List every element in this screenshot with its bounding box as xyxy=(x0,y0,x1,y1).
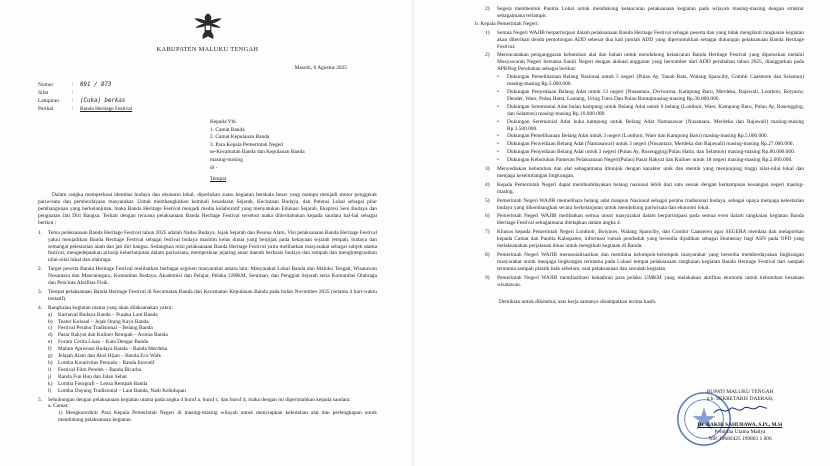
bullet-icon: • xyxy=(497,141,499,148)
event-letter: j) xyxy=(48,373,52,380)
list-item xyxy=(485,229,804,250)
signature-nip: NIP. 19680425 199803 1 006 xyxy=(708,435,772,442)
event-text: Festival Perahu Tradisional – Belang Banda xyxy=(58,325,153,332)
meta-colon: : xyxy=(72,106,74,112)
meta-value-lampiran: (Cuka) berkas xyxy=(80,98,126,104)
instruction-camat-1: 1) Mengkoordinir Para Kepala Pemerintah Negeri di masing-masing wilayah untuk menyiapkan kebutuhan alat dan perlengkapan untuk mendukung pelaksanaan kegiatan. xyxy=(58,410,377,424)
list-number: 4) xyxy=(485,181,490,188)
list-number: 1) xyxy=(485,29,490,36)
recipient-line: 2. Camat Kepulauan Banda xyxy=(210,134,270,141)
recipient-place: Tempat xyxy=(210,176,227,183)
list-text: Kepala Pemerintah Negeri dapat membudidayakan belang nasional lebih dari satu sesuai dengan kemampuan keuangan negeri masing-masing. xyxy=(497,181,804,195)
event-text: Pasar Rakyat dan Kuliner Rempah – Aroma Banda xyxy=(58,332,168,339)
list-item xyxy=(485,30,804,51)
meta-row-perihal xyxy=(38,105,377,113)
list-number: 5. xyxy=(38,396,43,403)
budget-item xyxy=(497,104,804,118)
bullet-icon: • xyxy=(497,149,499,156)
event-item xyxy=(48,388,377,395)
budget-text: Dukungan Seremonial Adat buka kampung untuk Belang Adat Namasawar (Nusantara, Merdeka dan Rajawali) masing-masing Rp.3.500.000. xyxy=(507,118,804,132)
event-item xyxy=(48,381,377,388)
list-text: Target peserta Banda Heritage Festival melibatkan berbagai segmen masyarakat antara lain: Masyarakat Lokal Banda dan Maluku Tengah, Wisatawan Nusantara dan Mancanegara, Komunitas Budaya, Akademisi dan Pelajar, Pelaku UMKM, Seniman, dan Penggiat Sejarah serta Komunitas Olahraga dan Pencinta Aktifitas Fisik. xyxy=(48,266,377,287)
event-text: Forum Cerita Lisan – Kata Dengar Banda xyxy=(58,339,149,346)
event-text: Teater Kolosal – Jejak Orang Kaya Banda xyxy=(58,318,149,325)
list-number: 8) xyxy=(485,252,490,258)
list-text: Menyediakan kebutuhan dan alat sebagaimana ditunjuk dengan karakter unik dan otentik yang menjunjung tinggi nilai-nilai lokal dan menjaga keseimbangan lingkungan. xyxy=(497,166,804,179)
signature-block xyxy=(685,389,795,443)
event-letter: h) xyxy=(48,360,53,366)
list-number: 6) xyxy=(485,213,490,220)
list-text: Pemerintah Negeri WAJIB memelihara belang adat maupun Nasional sebagai perahu tradisional budaya, sebagai upaya menjaga kelestarian budaya yang dikembangkan secara berkelanjutan untuk mendukung pariwisata dan ekonomi lokal. xyxy=(497,197,804,211)
budget-item xyxy=(497,141,804,148)
event-letter: l) xyxy=(48,387,52,394)
list-number: 3. xyxy=(38,288,43,295)
list-item xyxy=(38,289,377,303)
intro-paragraph: Dalam rangka memperkuat identitas budaya dan ekonomi lokal, diperlukan suatu kegiatan berskala besar yang mampu menjadi motor penggerak pariwisata dan pemberdayaan masyarakat. Untuk membangkitkan kembali kesadaran Sejarah, Kecintaan Budaya, dan Potensi Lokal sebagai pilar pembangunan yang berkelanjutan, maka Banda Heritage Festival menjadi media kolaboratif yang menyatukan Edukasi Sejarah, Ekspresi Seni Budaya dan penguatan Jati Diri Bangsa. Terkait dengan rencana pelaksanaan Banda Heritage Festival tersebut maka diberitahukan kepada saudara hal-hal sebagai berikut : xyxy=(38,192,377,226)
event-letter: d) xyxy=(48,332,53,339)
event-item xyxy=(48,353,377,360)
recipient-line: masing-masing xyxy=(210,156,243,163)
meta-label: Lampiran xyxy=(38,98,59,104)
budget-text: Dukungan Penyediaan Belang Adat untuk 3 negeri (Pulau Ay, Rosengging/Pulau Hatta, dan Selamon) masing-masing Rp.80.000.000. xyxy=(507,149,796,156)
bullet-icon: • xyxy=(497,74,499,81)
garuda-emblem-icon xyxy=(191,10,225,44)
list-number: 4. xyxy=(38,304,43,311)
meta-label: Sifat xyxy=(38,90,49,96)
budget-text: Dukungan Kebutuhan Pameran Pelaksanaan Negeri(Pulau) Pasar Rakyat dan Kuliner untuk 18 negeri masing-masing Rp.2.000.000. xyxy=(507,157,793,164)
event-letter: i) xyxy=(48,366,52,373)
signature-role: u.b. SEKRETARIS DAERAH, xyxy=(706,395,774,402)
recipient-di: di - xyxy=(210,164,218,171)
recipient-line: 1. Camat Banda xyxy=(210,126,245,133)
signature-name: Dr. RAKIB SAHUBAWA, S.Pi., M.Si xyxy=(697,421,783,428)
list-number: 7) xyxy=(485,229,490,236)
event-text: Jelajah Alam dan Aksi Hijau – Banda Eco Walk xyxy=(58,353,162,360)
list-text: Tempat pelaksanaan Banda Heritage Festival di Kecamatan Banda dan Kecamatan Kepulauan Banda pada bulan November 2025 (selama 4 hari-waktu tentatif). xyxy=(48,288,377,302)
signature-office: BUPATI MALUKU TENGAH xyxy=(706,389,774,395)
instruction-negeri-label: b. Kepala Pemerintah Negeri: xyxy=(475,20,540,27)
meta-value-nomor: 091 / 873 xyxy=(80,82,112,88)
list-item xyxy=(485,6,804,20)
list-text: Segera membentuk Panitia Lokal untuk mendukung kelancaran pelaksanaan kegiatan pada wilayah masing-masing dengan struktur sebagaimana terlampir. xyxy=(497,6,804,19)
budget-text: Dukungan Pemeliharaan Belang Nasional untuk 5 negeri (Pulau Ay, Tanah Rata, Walang Spanciby, Combir Caasteren dan Selamon) masing-masing Rp.5.000.000. xyxy=(507,74,804,88)
list-number: 2) xyxy=(485,52,490,59)
event-item xyxy=(48,319,377,326)
event-text: Banda Fun Run dan Jalan Sehat xyxy=(58,373,127,380)
budget-item xyxy=(497,149,804,156)
event-item xyxy=(48,374,377,381)
meta-row-lampiran xyxy=(38,97,377,105)
event-text: Malam Apresiasi Budaya Banda – Banda Merdeka xyxy=(58,346,168,353)
budget-item xyxy=(497,133,804,140)
budget-list xyxy=(485,74,804,164)
event-letter: b) xyxy=(48,318,53,325)
budget-text: Dukungan Seremonial Adat bulan kampung untuk Belang Adat untuk 6 belang (Lonthoir, Waer, Kampung Baru, Pulau Ay, Rosengging, dan Selamon) masing-masing Rp.10.000.000. xyxy=(507,103,804,117)
list-number: 5) xyxy=(485,197,490,204)
recipient-line: 3. Para Kepala Pemerintah Negeri xyxy=(210,141,284,148)
meta-colon: : xyxy=(72,82,74,88)
bullet-icon: • xyxy=(497,88,499,95)
list-text: Merencanakan penganggaran kebutuhan alat dan bahan untuk mendukung kelancaran Banda Heritage Festival yang diputuskan melalui Musyawarah Negeri bersama Saniri Negeri dengan alokasi anggaran yang bersumber dari ADD perubahan tahun 2025, dianggarkan pada APBNeg Perubahan sebagai berikut: xyxy=(497,52,804,73)
event-item xyxy=(48,312,377,319)
list-text: Pemerintah Negeri WAJIB mensosialisasikan dan membina kelompok-kelompok masyarakat yang bersedia memberdayakan lingkungan masyarakat untuk menjaga lingkungan terutama pada Lokasi tempat pelaksanaan rangkaian kegiatan Banda Heritage Festival dari sampah terutama sampah plastik baik sebelum, saat pelaksanaan dan sesudah kegiatan. xyxy=(497,252,804,272)
meta-colon: : xyxy=(72,90,74,96)
letter-page-right xyxy=(415,0,830,466)
event-letter: k) xyxy=(48,380,53,387)
event-list xyxy=(38,312,377,395)
list-item xyxy=(485,52,804,73)
event-letter: f) xyxy=(48,346,52,353)
list-text: Sehubungan dengan pelaksanaan kegiatan utama pada angka 4 huruf a, huruf c, dan huruf d, maka dengan ini diperintahkan kepada saudara: xyxy=(48,396,351,403)
meta-row-nomor xyxy=(38,81,377,89)
list-text: Pemerintah Negeri WAJIB melibatkan semua unsur masyarakat dalam berpartisipasi pada semua even dalam rangkaian kegiatan Banda Heritage Festival sebagaimana ditetapkan dalam angka 4. xyxy=(497,213,804,227)
event-item xyxy=(48,339,377,346)
event-text: Lomba Fotografi – Lensa Rempah Banda xyxy=(58,380,148,387)
list-number: 9) xyxy=(485,274,490,281)
budget-text: Dukungan Pemeliharaan Belang Adat untuk 3 negeri (Lonthoir, Waer dan Kampung Baru) masing-masing Rp.5.000.000. xyxy=(507,133,768,140)
event-letter: c) xyxy=(48,325,53,332)
list-item xyxy=(485,252,804,273)
event-item xyxy=(48,346,377,353)
list-text: Rangkaian kegiatan utama yang akan dilaksanakan yakni: xyxy=(48,304,173,311)
instruction-camat-label: a. Camat: xyxy=(48,403,69,410)
event-text: Lomba Kreativitas Pemuda – Banda Inovatif xyxy=(58,360,155,366)
event-item xyxy=(48,367,377,374)
list-item xyxy=(38,397,377,404)
bullet-icon: • xyxy=(497,118,499,125)
list-item xyxy=(38,305,377,312)
meta-value-perihal: Banda Heritage Festival xyxy=(80,106,133,112)
letterhead-title: KABUPATEN MALUKU TENGAH xyxy=(156,46,259,53)
budget-item xyxy=(497,89,804,103)
meta-colon: : xyxy=(72,98,74,104)
budget-text: Dukungan Penyediaan Belang Adat untuk 13 negeri (Nusantara, Dwiwarna, Kampung Baru, Merdeka, Rajawali, Lonthoir, Boiyauw, Dender, Waer, Pulau Hatta, Lautang, Uring Tutra Dan Pulau Runtajmasing-masing Rp.30.000.000. xyxy=(507,88,804,102)
bullet-icon: • xyxy=(497,103,499,110)
meta-row-sifat xyxy=(38,89,377,97)
letter-date: Masohi, 6 Agustus 2025 xyxy=(294,65,347,71)
signature-rank: Pembina Utama Madya xyxy=(714,428,766,435)
list-item xyxy=(485,213,804,227)
letter-meta xyxy=(38,81,377,113)
event-letter: e) xyxy=(48,339,53,346)
list-number: 2. xyxy=(38,266,43,273)
list-number: 3) xyxy=(485,166,490,173)
list-item xyxy=(38,230,377,265)
list-text: Khusus kepada Pemerintah Negeri Lonthoir, Boiyauw, Walang Spanciby, dan Combir Caasteren agar SEGERA mendata dan melaporkan kepada Camat dan Panitia Kabupaten, informasi rumah penduduk yang bersedia dijadikan sebagai Homestay bagi ASN pada OPD yang melaksanakan perjalanan dinas untuk mengikuti kegiatan di Banda. xyxy=(497,229,804,250)
recipient-line: se-Kecamatan Banda dan Kepulauan Banda xyxy=(210,149,305,156)
event-letter: a) xyxy=(48,311,53,318)
event-item xyxy=(48,325,377,332)
recipient-label: Kepada Yth. xyxy=(210,119,238,125)
meta-label: Perihal xyxy=(38,106,54,112)
list-number: 2) xyxy=(485,6,490,12)
list-text: Tema pelaksanaan Banda Heritage Festival tahun 2025 adalah Nadas Budaya, Jejak Sejarah dan Pesona Alam, Visi pelaksanaan Banda Heritage Festival yakni menjadikan Banda Heritage Festival sebagai festival budaya maritim kelas dunia yang berpijak pada kekayaan sejarah rempah, budaya dan semangat pelestarian alam dan jati diri bangsa. Sedangkan misi pelaksanaan Banda Heritage Festival yaitu melibatkan masyarakat sebagai subjek utama festival, mengedepankan prinsip keberlanjutan dalam pariwisata, memperkuat jejaring antar daerah berbasis budaya dan rempah dan mengintegrasikan nilai-nilai lokal dan olahraga. xyxy=(48,229,377,264)
budget-text: Dukungan Penyediaan Belang Adat (Namasawar) untuk 3 negeri (Nusantara, Merdeka dan Rajawali) masing-masing Rp.27.000.000. xyxy=(507,141,794,148)
list-item xyxy=(485,166,804,180)
list-number: 1. xyxy=(38,229,43,236)
recipient-block xyxy=(210,119,377,172)
budget-item xyxy=(497,74,804,88)
event-text: Karnaval Budaya Banda – Pusaka Laut Banda xyxy=(58,311,158,318)
event-text: Lomba Dayung Tradisional – Laut Banda, Nadi Kehidupan xyxy=(58,387,186,394)
event-letter: g) xyxy=(48,353,53,360)
list-text: Semua Negeri WAJIB berpartisipasi dalam pelaksanaan Banda Heritage Festival sebagai peserta dan yang tidak mengikuti rangkaian kegiatan akan diberikan denda pemotongan ADD sebesar dua kali jumlah ADD yang diperuntukkan sebagai dukungan pelaksanaan Banda Heritage Festival. xyxy=(497,29,804,50)
handwritten-signature-icon xyxy=(710,403,770,417)
event-item xyxy=(48,360,377,367)
closing-sentence: Demikian untuk diketahui, atas kerja samanya disampaikan terima kasih. xyxy=(499,298,657,305)
event-item xyxy=(48,332,377,339)
bullet-icon: • xyxy=(497,157,499,164)
meta-label: Nomor xyxy=(38,82,54,88)
bullet-icon: • xyxy=(497,133,499,140)
budget-item xyxy=(497,119,804,133)
event-text: Festival Film Pendek – Banda Bicarba xyxy=(58,366,142,373)
list-item xyxy=(485,182,804,196)
list-item xyxy=(485,198,804,212)
budget-item xyxy=(497,157,804,164)
list-item xyxy=(485,275,804,289)
list-item xyxy=(38,266,377,287)
list-text: Pemerintah Negeri WAJIB memfasilitasi kehadiran para pelaku UMKM yang melakukan aktifitas ekonomi untuk kebutuhan kesatuan wisatawan. xyxy=(497,274,804,288)
